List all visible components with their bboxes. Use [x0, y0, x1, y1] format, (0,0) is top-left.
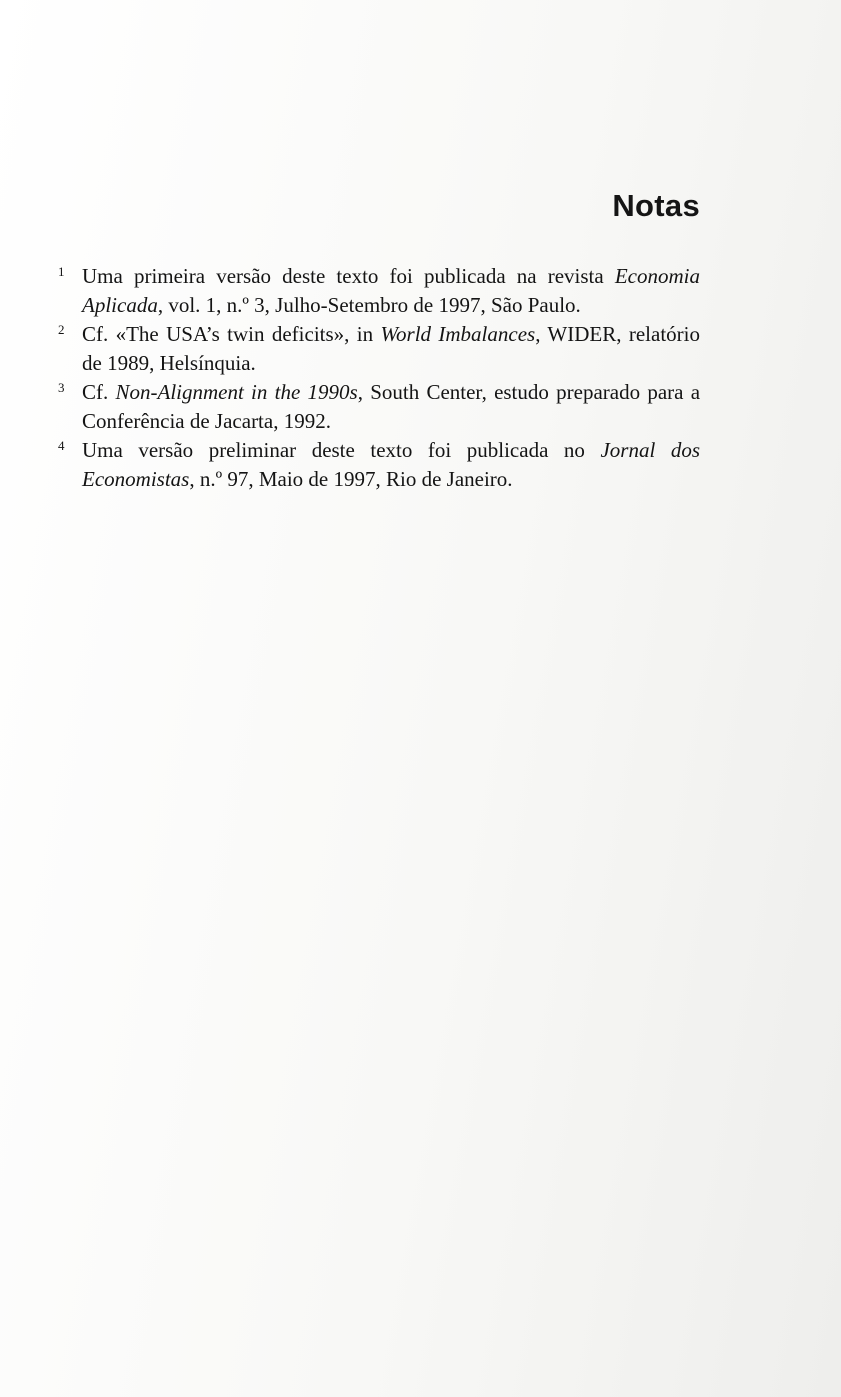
note-number: 3 [58, 380, 65, 395]
note-item [58, 436, 700, 494]
note-text-segment: Cf. [82, 380, 116, 404]
note-text-segment: Uma versão preliminar deste texto foi publicada no [82, 438, 601, 462]
note-text-segment: Cf. «The USA’s twin deficits», in [82, 322, 381, 346]
note-number: 4 [58, 438, 65, 453]
page-heading: Notas [612, 188, 700, 223]
note-text [82, 264, 700, 317]
note-text-segment: , vol. 1, n.º 3, Julho-Setembro de 1997, São Paulo. [157, 293, 581, 317]
note-title-italic: Non-Alignment in the 1990s [115, 380, 358, 404]
note-text-segment: , South Center, estudo preparado para a Conferência de Jacarta, 1992. [82, 380, 701, 433]
note-text-segment: , n.º 97, Maio de 1997, Rio de Janeiro. [189, 467, 513, 491]
note-text-segment: Uma primeira versão deste texto foi publicada na revista [82, 264, 615, 288]
note-text [82, 438, 700, 491]
note-title-italic: Economia Aplicada [82, 264, 700, 317]
note-item [58, 320, 700, 378]
note-text-segment: , WIDER, relatório de 1989, Helsínquia. [82, 322, 700, 375]
note-text [82, 380, 700, 433]
note-item [58, 262, 700, 320]
note-item [58, 378, 700, 436]
note-number: 1 [58, 264, 65, 279]
note-title-italic: Jornal dos Economistas [82, 438, 701, 491]
notes-list [58, 262, 700, 494]
note-text [82, 322, 700, 375]
note-title-italic: World Imbalances [380, 322, 536, 346]
note-number: 2 [58, 322, 65, 337]
